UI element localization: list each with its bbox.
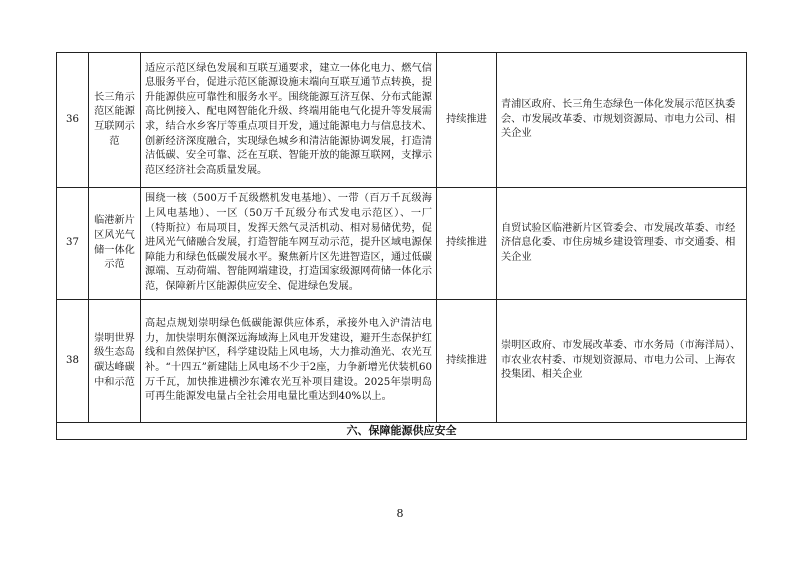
- project-status: 持续推进: [437, 188, 497, 300]
- project-status: 持续推进: [437, 300, 497, 423]
- responsible-units: 崇明区政府、市发展改革委、市水务局（市海洋局）、市农业农村委、市规划资源局、市电力公司、上海农投集团、相关企业: [497, 300, 747, 423]
- section-heading: 六、保障能源供应安全: [57, 423, 747, 440]
- projects-table: [56, 52, 747, 440]
- row-number: 37: [57, 188, 89, 300]
- project-description: 适应示范区绿色发展和互联互通要求，建立一体化电力、燃气信息服务平台，促进示范区能源设施末端向互联互通节点转换，提升能源供应可靠性和服务水平。围绕能源互济互保、分布式能源高比例接入、配电网智能化升级、终端用能电气化提升等发展需求，结合水乡客厅等重点项目开发，通过能源电力与信息技术、创新经济深度融合，实现绿色城乡和清洁能源协调发展，打造清洁低碳、安全可靠、泛在互联、智能开放的能源互联网，支撑示范区经济社会高质量发展。: [141, 53, 437, 188]
- page-number: 8: [396, 507, 404, 520]
- table-row: [57, 300, 747, 423]
- section-row: [57, 423, 747, 440]
- project-status: 持续推进: [437, 53, 497, 188]
- responsible-units: 青浦区政府、长三角生态绿色一体化发展示范区执委会、市发展改革委、市规划资源局、市电力公司、相关企业: [497, 53, 747, 188]
- table-row: [57, 188, 747, 300]
- project-name: 崇明世界级生态岛碳达峰碳中和示范: [89, 300, 141, 423]
- row-number: 36: [57, 53, 89, 188]
- row-number: 38: [57, 300, 89, 423]
- project-description: 高起点规划崇明绿色低碳能源供应体系，承接外电入沪清洁电力，加快崇明东侧深远海域海上风电开发建设，避开生态保护红线和自然保护区，科学建设陆上风电场，大力推动渔光、农光互补。“十四五”新建陆上风电场不少于2座，力争新增光伏装机60万千瓦，加快推进横沙东滩农光互补项目建设。2025年崇明岛可再生能源发电量占全社会用电量比重达到40%以上。: [141, 300, 437, 423]
- responsible-units: 自贸试验区临港新片区管委会、市发展改革委、市经济信息化委、市住房城乡建设管理委、市交通委、相关企业: [497, 188, 747, 300]
- project-description: 围绕一核（500万千瓦级燃机发电基地）、一带（百万千瓦级海上风电基地）、一区（50万千瓦级分布式发电示范区）、一厂（特斯拉）布局项目，发挥天然气灵活机动、相对易储优势，促进风光气储融合发展，打造智能车网互动示范，提升区域电源保障能力和绿色低碳发展水平。聚焦新片区先进智造区，通过低碳源端、互动荷端、智能网端建设，打造国家级源网荷储一体化示范，保障新片区能源供应安全、促进绿色发展。: [141, 188, 437, 300]
- project-name: 临港新片区风光气储一体化示范: [89, 188, 141, 300]
- table-row: [57, 53, 747, 188]
- project-name: 长三角示范区能源互联网示范: [89, 53, 141, 188]
